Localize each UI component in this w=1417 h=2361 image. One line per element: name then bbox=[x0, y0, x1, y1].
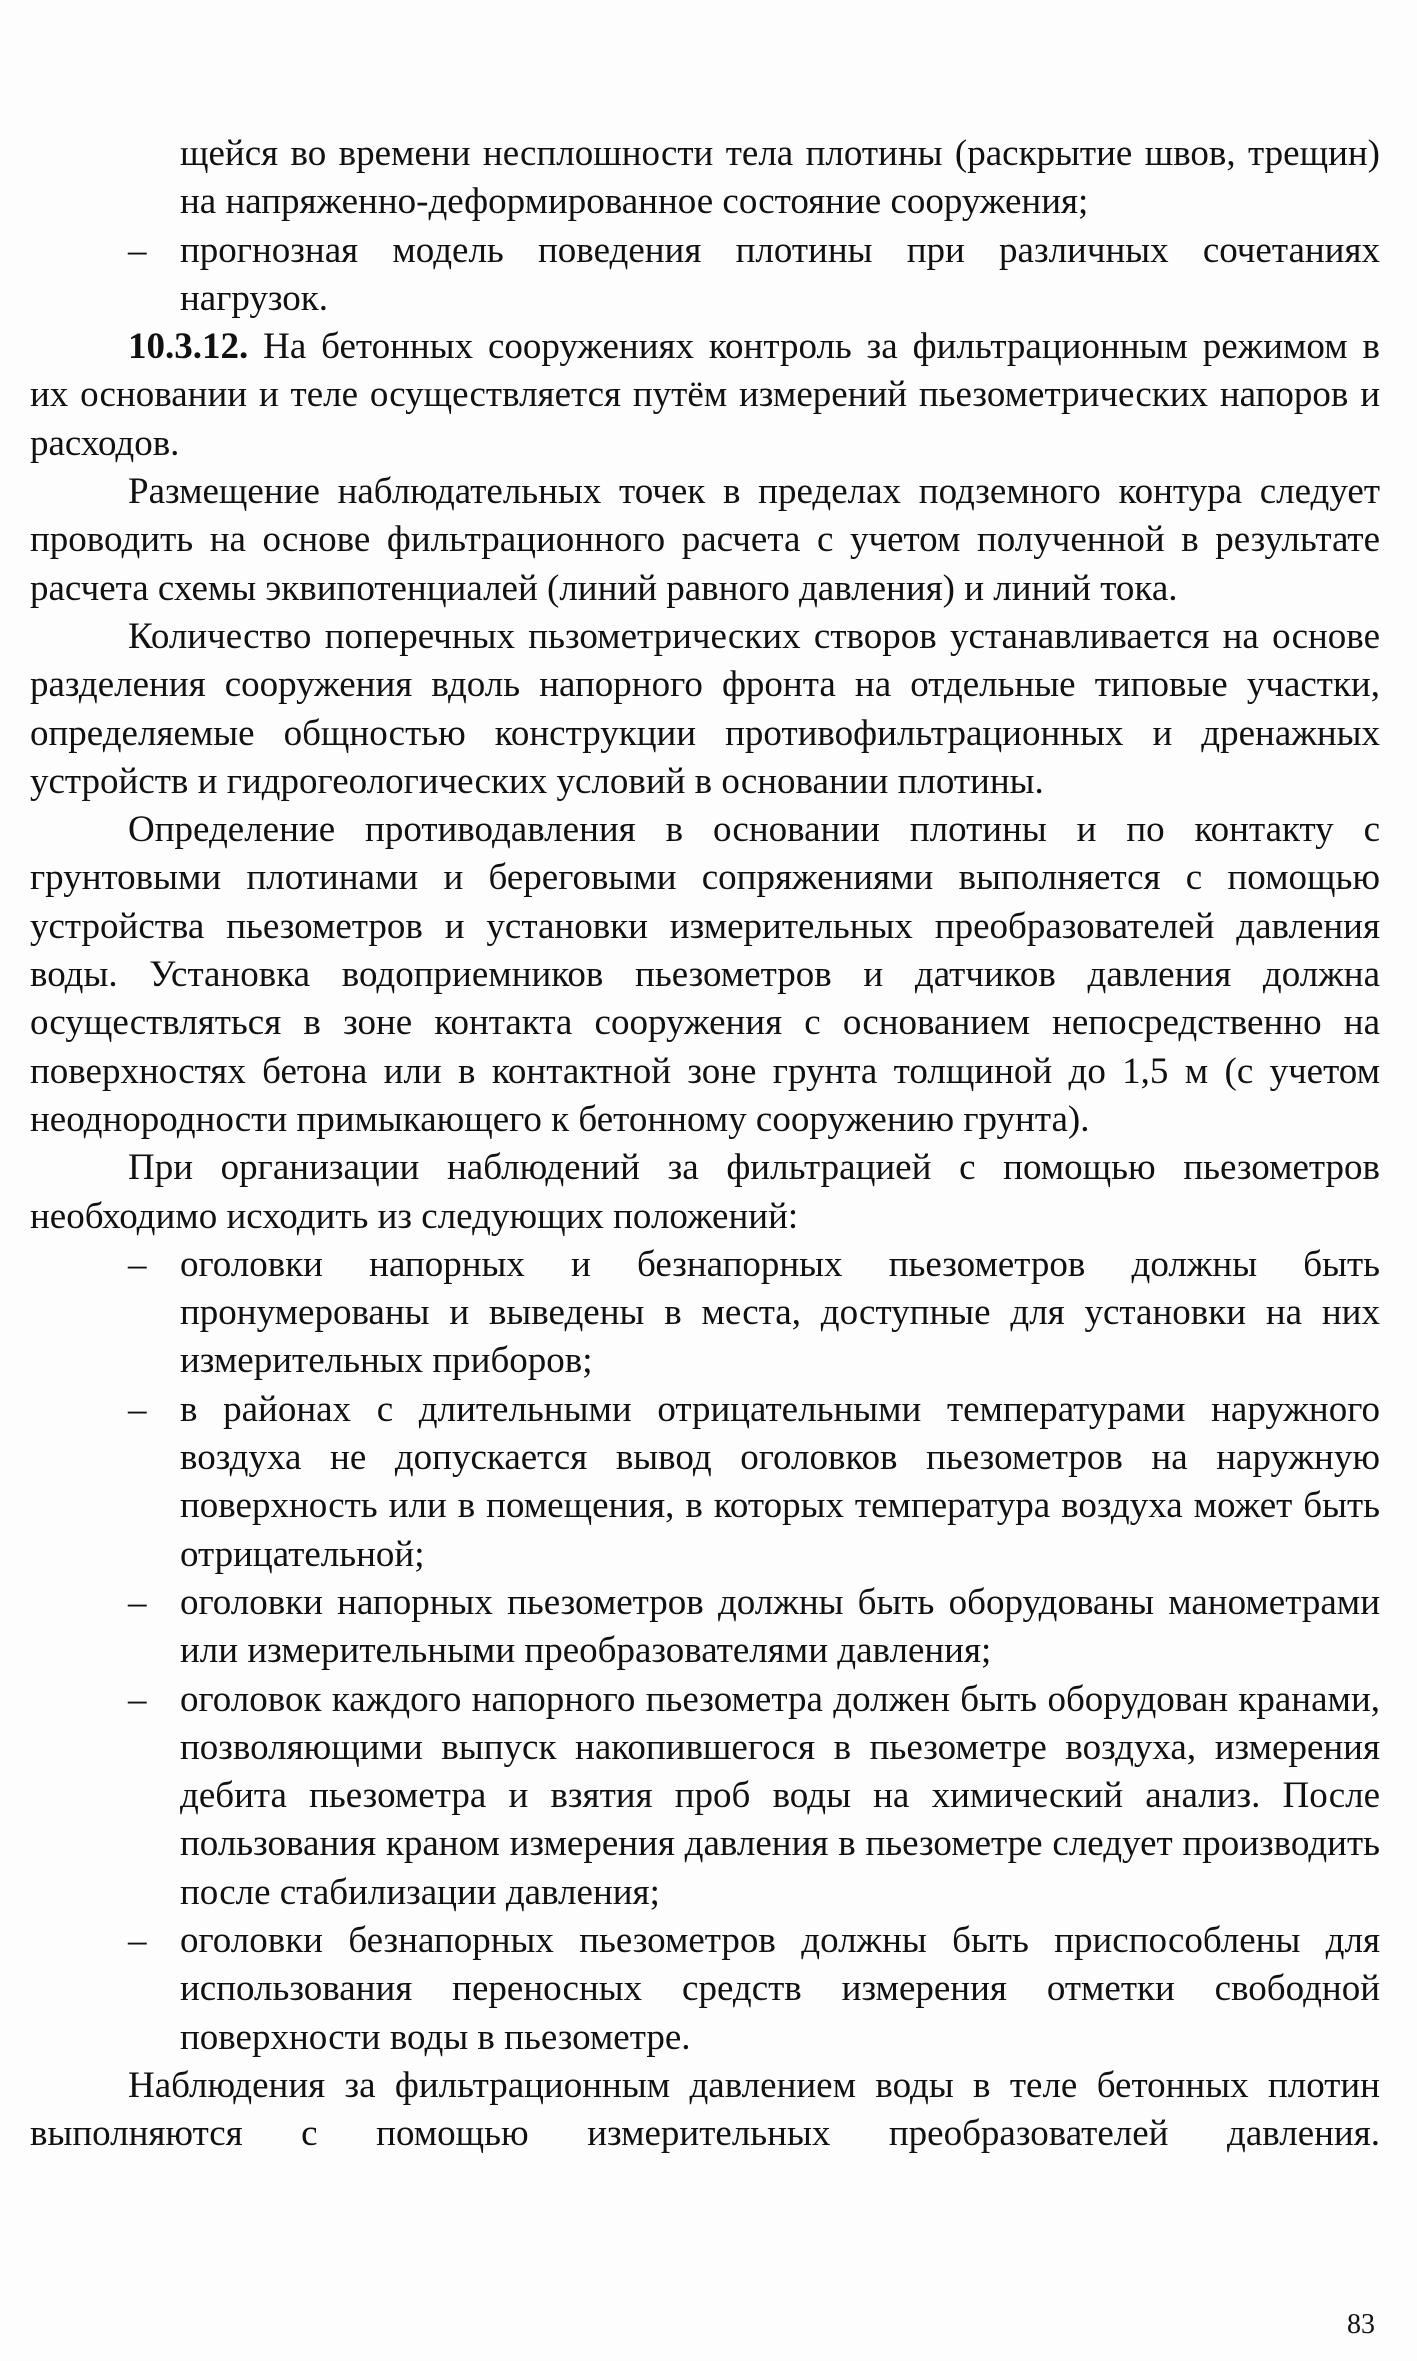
page-number: 83 bbox=[1347, 2309, 1375, 2340]
list-dash: – bbox=[128, 1678, 147, 1720]
paragraph: Количество поперечных пьзометрических створов устанавливается на основе разделения сооружения вдоль напорного фронта на отдельные типовые участки, определяемые общностью конструкции противофильтрационных и дренажных устройств и гидрогеологических условий в основании плотины. bbox=[30, 615, 1380, 802]
clause-paragraph bbox=[30, 323, 1380, 468]
continued-list-item: щейся во времени несплошности тела плотины (раскрытие швов, трещин) на напряженно-деформированное состояние сооружения; bbox=[180, 133, 1380, 223]
list-item-text: в районах с длительными отрицательными температурами наружного воздуха не допускается вывод оголовков пьезометров на наружную поверхность или в помещения, в которых температура воздуха может быть отрицательной; bbox=[180, 1388, 1380, 1575]
list-dash: – bbox=[128, 1243, 147, 1285]
list-item bbox=[30, 1676, 1380, 1917]
list-item bbox=[30, 227, 1380, 324]
list-dash: – bbox=[128, 229, 147, 271]
clause-number: 10.3.12. bbox=[128, 326, 249, 368]
list-dash: – bbox=[128, 1581, 147, 1623]
page-body-text bbox=[30, 130, 1380, 2158]
list-item-text: оголовки безнапорных пьезометров должны быть приспособлены для использования переносных средств измерения отметки свободной поверхности воды в пьезометре. bbox=[180, 1919, 1380, 2058]
paragraph: При организации наблюдений за фильтрацией с помощью пьезометров необходимо исходить из следующих положений: bbox=[30, 1147, 1380, 1237]
list-item-text: прогнозная модель поведения плотины при различных сочетаниях нагрузок. bbox=[180, 229, 1380, 319]
list-item-text: оголовки напорных пьезометров должны быть оборудованы манометрами или измерительными преобразователями давления; bbox=[180, 1581, 1380, 1672]
list-item bbox=[30, 1579, 1380, 1676]
list-item bbox=[30, 1386, 1380, 1579]
list-item bbox=[30, 1917, 1380, 2062]
paragraph: Размещение наблюдательных точек в пределах подземного контура следует проводить на основе фильтрационного расчета с учетом полученной в результате расчета схемы эквипотенциалей (линий равного давления) и линий тока. bbox=[30, 471, 1380, 609]
paragraph: Определение противодавления в основании плотины и по контакту с грунтовыми плотинами и береговыми сопряжениями выполняется с помощью устройства пьезометров и установки измерительных преобразователей давления воды. Установка водоприемников пьезометров и датчиков давления должна осуществляться в зоне контакта сооружения с основанием непосредственно на поверхностях бетона или в контактной зоне грунта толщиной до 1,5 м (с учетом неоднородности примыкающего к бетонному сооружению грунта). bbox=[30, 809, 1380, 1140]
list-item-text: оголовок каждого напорного пьезометра должен быть оборудован кранами, позволяющими выпуск накопившегося в пьезометре воздуха, измерения дебита пьезометра и взятия проб воды на химический анализ. После пользования краном измерения давления в пьезометре следует производить после стабилизации давления; bbox=[180, 1678, 1380, 1913]
list-dash: – bbox=[128, 1919, 147, 1961]
paragraph: Наблюдения за фильтрационным давлением воды в теле бетонных плотин выполняются с помощью измерительных преобразователей давления. bbox=[30, 2064, 1380, 2155]
clause-text: На бетонных сооружениях контроль за фильтрационным режимом в их основании и теле осуществляется путём измерений пьезометрических напоров и расходов. bbox=[30, 326, 1380, 464]
list-dash: – bbox=[128, 1388, 147, 1430]
list-item bbox=[30, 1241, 1380, 1386]
list-item-text: оголовки напорных и безнапорных пьезометров должны быть пронумерованы и выведены в места, доступные для установки на них измерительных приборов; bbox=[180, 1243, 1380, 1382]
